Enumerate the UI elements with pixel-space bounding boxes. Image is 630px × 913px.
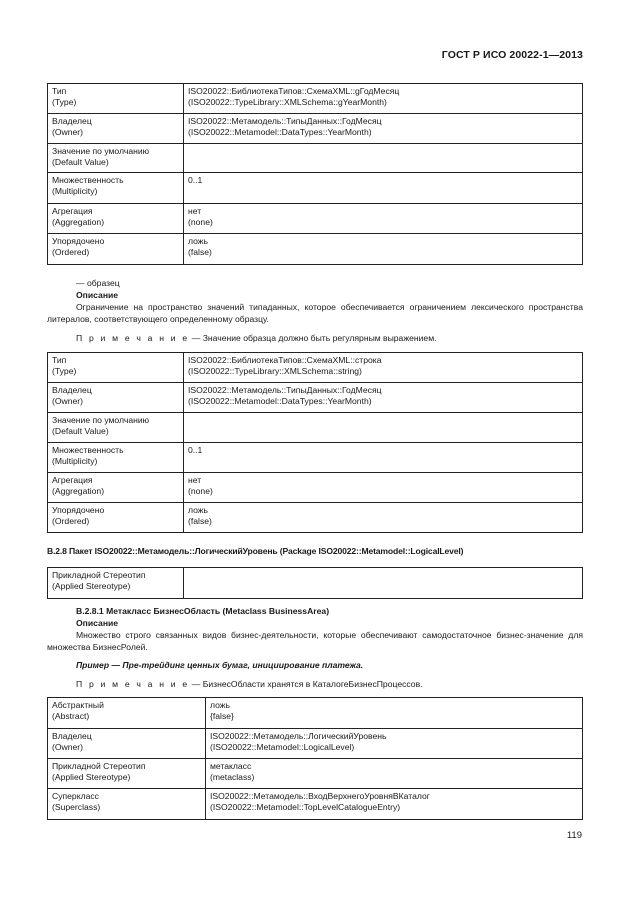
table-row (48, 173, 583, 204)
property-name-cell: Тип (Type) (48, 353, 184, 383)
table-row (48, 84, 583, 114)
note-prefix: П р и м е ч а н и е (76, 679, 190, 689)
section-heading-b-2-8: B.2.8 Пакет ISO20022::Метамодель::ЛогическийУровень (Package ISO20022::Metamodel::LogicalLevel) (47, 546, 464, 556)
table-row (48, 759, 583, 789)
table-row (48, 698, 583, 729)
property-name-cell: Множественность (Multiplicity) (48, 443, 184, 473)
property-value-cell: ISO20022::Метамодель::ТипыДанных::ГодМесяц (ISO20022::Metamodel::DataTypes::YearMonth) (184, 383, 583, 413)
property-name-cell: Владелец (Owner) (48, 729, 206, 759)
property-name-cell: Владелец (Owner) (48, 114, 184, 144)
example: Пример — Пре-трейдинг ценных бумаг, инициирование платежа. (76, 660, 364, 670)
property-name-cell: Упорядочено (Ordered) (48, 234, 184, 265)
property-value-cell (184, 144, 583, 173)
table-row (48, 789, 583, 820)
table-row (48, 503, 583, 533)
property-name-cell: Агрегация (Aggregation) (48, 473, 184, 503)
property-name-cell: Абстрактный (Abstract) (48, 698, 206, 729)
property-value-cell: ISO20022::Метамодель::ВходВерхнегоУровняВКаталог (ISO20022::Metamodel::TopLevelCatalogueEntry) (206, 789, 583, 820)
note-prefix: П р и м е ч а н и е (76, 333, 190, 343)
property-name-cell: Тип (Type) (48, 84, 184, 114)
properties-table-2 (47, 352, 583, 533)
note (47, 332, 583, 344)
properties-table-4 (47, 697, 583, 820)
table-row (48, 413, 583, 443)
property-value-cell: 0..1 (184, 443, 583, 473)
property-name-cell: Значение по умолчанию (Default Value) (48, 144, 184, 173)
note (47, 678, 583, 690)
property-value-cell: ISO20022::Метамодель::ТипыДанных::ГодМесяц (ISO20022::Metamodel::DataTypes::YearMonth) (184, 114, 583, 144)
property-value-cell: ISO20022::БиблиотекаТипов::СхемаXML::строка (ISO20022::TypeLibrary::XMLSchema::string) (184, 353, 583, 383)
property-value-cell: 0..1 (184, 173, 583, 204)
property-name-cell: Упорядочено (Ordered) (48, 503, 184, 533)
description-heading: Описание (76, 290, 119, 300)
property-value-cell: ложь {false} (206, 698, 583, 729)
description-paragraph: Ограничение на пространство значений типаданных, которое обеспечивается ограничением лексического пространства литералов, соответствующего определенному образцу. (47, 302, 583, 324)
document-header: ГОСТ Р ИСО 20022-1—2013 (441, 49, 583, 61)
property-name-cell: Значение по умолчанию (Default Value) (48, 413, 184, 443)
property-value-cell: метакласс (metaclass) (206, 759, 583, 789)
table-row (48, 114, 583, 144)
property-name-cell: Прикладной Стереотип (Applied Stereotype) (48, 759, 206, 789)
property-name-cell: Суперкласс (Superclass) (48, 789, 206, 820)
property-value-cell: ложь (false) (184, 234, 583, 265)
table-row (48, 473, 583, 503)
section-heading-b-2-8-1: B.2.8.1 Метакласс БизнесОбласть (Metaclass BusinessArea) (76, 606, 330, 616)
table-row (48, 204, 583, 234)
table-row (48, 383, 583, 413)
properties-table-3 (47, 567, 583, 599)
property-name-cell: Множественность (Multiplicity) (48, 173, 184, 204)
table-row (48, 443, 583, 473)
property-name-cell: Агрегация (Aggregation) (48, 204, 184, 234)
table-row (48, 729, 583, 759)
table-row (48, 234, 583, 265)
pattern-section (47, 277, 583, 344)
description-heading: Описание (76, 618, 119, 628)
description-paragraph: Множество строго связанных видов бизнес-деятельности, которые обеспечивают самодостаточное бизнес-значение для множества БизнесРолей. (47, 630, 583, 652)
note-text: — Значение образца должно быть регулярным выражением. (189, 333, 437, 343)
table-row (48, 144, 583, 173)
property-value-cell (184, 568, 583, 599)
property-value-cell: нет (none) (184, 204, 583, 234)
property-value-cell: ложь (false) (184, 503, 583, 533)
property-value-cell: ISO20022::БиблиотекаТипов::СхемаXML::gГодМесяц (ISO20022::TypeLibrary::XMLSchema::gYearMonth) (184, 84, 583, 114)
note-text: — БизнесОбласти хранятся в КаталогеБизнесПроцессов. (189, 679, 423, 689)
property-value-cell: ISO20022::Метамодель::ЛогическийУровень (ISO20022::Metamodel::LogicalLevel) (206, 729, 583, 759)
properties-table-1 (47, 83, 583, 265)
property-name-cell: Владелец (Owner) (48, 383, 184, 413)
table-row (48, 353, 583, 383)
property-value-cell: нет (none) (184, 473, 583, 503)
property-value-cell (184, 413, 583, 443)
business-area-section (47, 605, 583, 690)
table-row (48, 568, 583, 599)
page-number: 119 (566, 830, 582, 841)
property-name-cell: Прикладной Стереотип (Applied Stereotype) (48, 568, 184, 599)
pattern-item: — образец (76, 278, 120, 288)
